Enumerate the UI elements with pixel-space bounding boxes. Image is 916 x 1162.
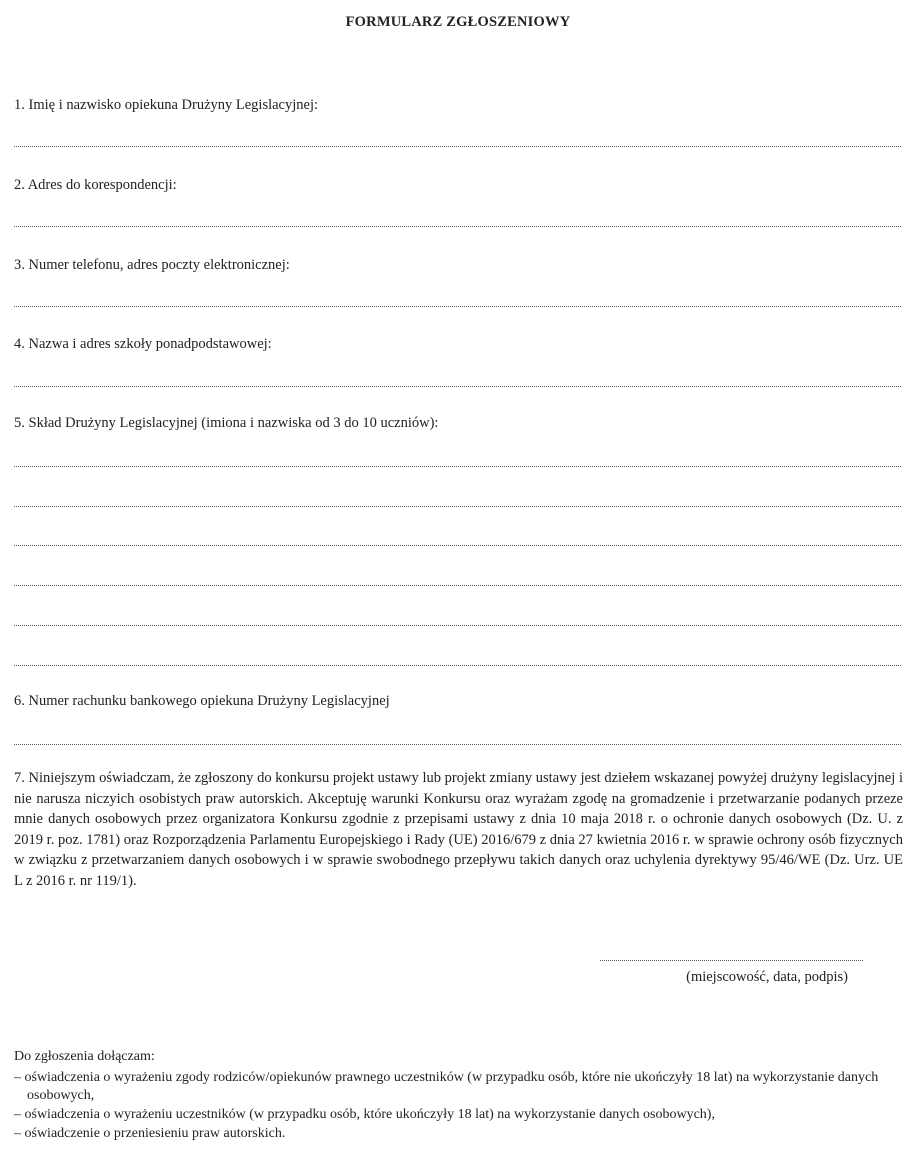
- fill-line-team-3[interactable]: [14, 545, 901, 546]
- attachments-heading: Do zgłoszenia dołączam:: [14, 1049, 155, 1064]
- fill-line-team-6[interactable]: [14, 665, 901, 666]
- fill-line-team-1[interactable]: [14, 466, 901, 467]
- fill-line-team-4[interactable]: [14, 585, 901, 586]
- form-title: FORMULARZ ZGŁOSZENIOWY: [345, 14, 571, 30]
- field-label-guardian-name: 1. Imię i nazwisko opiekuna Drużyny Legislacyjnej:: [14, 97, 319, 113]
- fill-line-team-5[interactable]: [14, 625, 901, 626]
- fill-line-school[interactable]: [14, 386, 901, 387]
- attachment-item: – oświadczenia o wyrażeniu zgody rodziców/opiekunów prawnego uczestników (w przypadku osób, które nie ukończyły 18 lat) na wykorzystanie danych osobowych,: [14, 1070, 879, 1103]
- field-label-contact: 3. Numer telefonu, adres poczty elektronicznej:: [14, 257, 290, 273]
- attachments-list: [14, 1069, 906, 1144]
- signature-caption: (miejscowość, data, podpis): [686, 969, 848, 985]
- attachment-item: – oświadczenia o wyrażeniu uczestników (w przypadku osób, które ukończyły 18 lat) na wykorzystanie danych osobowych),: [14, 1106, 715, 1122]
- fill-line-guardian-name[interactable]: [14, 146, 901, 147]
- signature-line[interactable]: [600, 960, 863, 961]
- declaration-text: 7. Niniejszym oświadczam, że zgłoszony do konkursu projekt ustawy lub projekt zmiany ustawy jest dziełem wskazanej powyżej drużyny legislacyjnej i nie narusza niczyich osobistych praw autorskich. Akceptuję warunki Konkursu oraz wyrażam zgodę na gromadzenie i przetwarzanie podanych przeze mnie danych osobowych przez organizatora Konkursu zgodnie z przepisami ustawy z dnia 10 maja 2018 r. o ochronie danych osobowych (Dz. U. z 2019 r. poz. 1781) oraz Rozporządzenia Parlamentu Europejskiego i Rady (UE) 2016/679 z dnia 27 kwietnia 2016 r. w sprawie ochrony osób fizycznych w związku z przetwarzaniem danych osobowych i w sprawie swobodnego przepływu takich danych oraz uchylenia dyrektywy 95/46/WE (Dz. Urz. UE L z 2016 r. nr 119/1).: [14, 770, 903, 889]
- field-label-school: 4. Nazwa i adres szkoły ponadpodstawowej:: [14, 336, 272, 352]
- field-label-bank-account: 6. Numer rachunku bankowego opiekuna Drużyny Legislacyjnej: [14, 693, 390, 709]
- fill-line-contact[interactable]: [14, 306, 901, 307]
- field-label-team: 5. Skład Drużyny Legislacyjnej (imiona i nazwiska od 3 do 10 uczniów):: [14, 415, 439, 431]
- fill-line-bank-account[interactable]: [14, 744, 901, 745]
- field-label-address: 2. Adres do korespondencji:: [14, 177, 177, 193]
- fill-line-team-2[interactable]: [14, 506, 901, 507]
- attachment-item: – oświadczenie o przeniesieniu praw autorskich.: [14, 1125, 286, 1141]
- fill-line-address[interactable]: [14, 226, 901, 227]
